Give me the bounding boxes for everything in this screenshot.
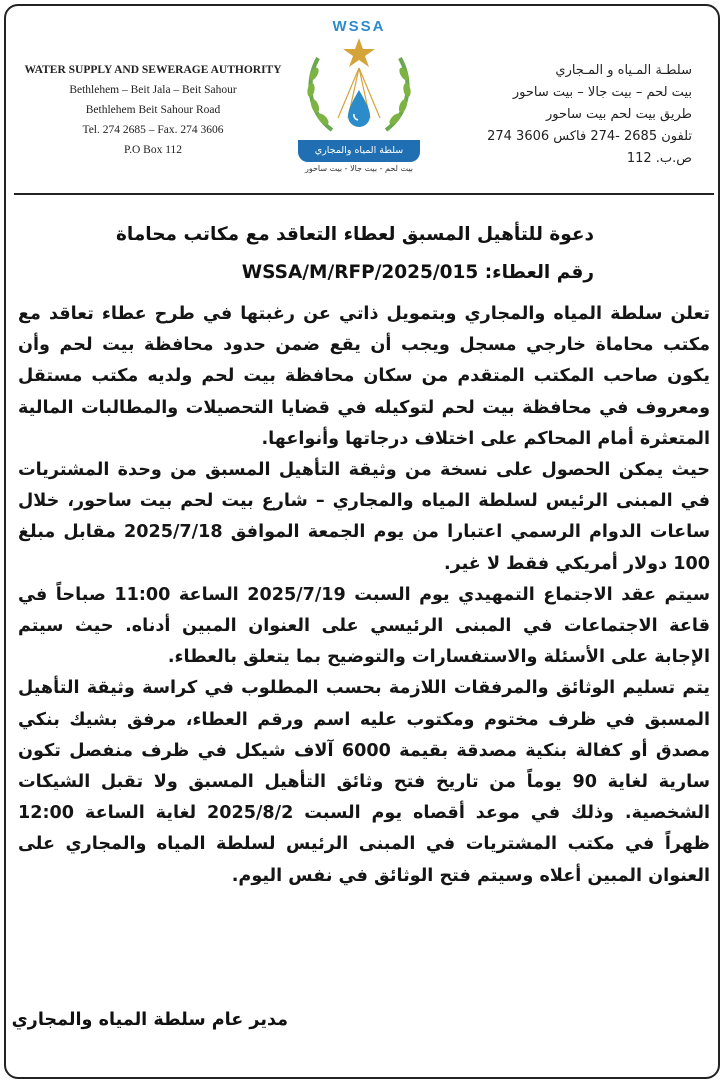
paragraph-announcement: تعلن سلطة المياه والمجاري وبتمويل ذاتي عن رغبتها في طرح عطاء تعاقد مع مكتب محاماة خارجي مسجل ويجب أن يقع ضمن حدود محافظة بيت لحم وأن يكون صاحب المكتب المتقدم من سكان محافظة بيت لحم ولديه مكتب مستقل ومعروف في محافظة بيت لحم لتوكيله في قضايا التحصيلات والمطالبات المالية المتعثرة أمام المحاكم على اختلاف درجاتها وأنواعها.	[18, 304, 710, 449]
tender-title: دعوة للتأهيل المسبق لعطاء التعاقد مع مكاتب محاماة	[115, 224, 594, 245]
po-box-ar: ص.ب. 112	[626, 151, 692, 166]
address-line-en: Bethlehem Beit Sahour Road	[85, 104, 221, 116]
address-line-en: Bethlehem – Beit Jala – Beit Sahour	[69, 84, 237, 96]
tender-number-line	[34, 254, 594, 292]
phone-fax-en: Tel. 274 2685 – Fax. 274 3606	[82, 124, 224, 136]
organization-name-ar: سلطـة المـياه و المـجاري	[555, 63, 692, 78]
logo-name: WSSA	[332, 18, 386, 35]
tender-number-code: WSSA/M/RFP/2025/015	[241, 262, 479, 283]
address-line-ar: بيت لحم – بيت جالا – بيت ساحور	[512, 85, 692, 100]
announcement-body	[18, 299, 710, 892]
paragraph-submission: يتم تسليم الوثائق والمرفقات اللازمة بحسب المطلوب في كراسة وثيقة التأهيل المسبق في ظرف مختوم ومكتوب عليه اسم ورقم العطاء، مرفق بشيك بنكي مصدق أو كفالة بنكية مصدقة بقيمة 6000 آلاف شيكل في ظرف منفصل تكون سارية لغاية 90 يوماً من تاريخ فتح وثائق التأهيل المسبق ولا تقبل الشيكات الشخصية. وذلك في موعد أقصاه يوم السبت 2025/8/2 لغاية الساعة 12:00 ظهراً في مكتب المشتريات في المبنى الرئيس لسلطة المياه والمجاري على العنوان المبين أعلاه وسيتم فتح الوثائق في نفس اليوم.	[18, 678, 710, 886]
tender-number-label: رقم العطاء:	[478, 262, 594, 283]
organization-name-en: WATER SUPPLY AND SEWERAGE AUTHORITY	[24, 64, 282, 76]
logo-sub-text: بيت لحم - بيت جالا - بيت ساحور	[304, 164, 413, 173]
phone-fax-ar: تلفون 2685 -274 فاكس 3606 274	[487, 129, 692, 144]
english-address-block	[22, 60, 284, 160]
logo-band-text: سلطة المياه والمجاري	[298, 140, 420, 162]
tender-title-block	[34, 216, 594, 292]
address-line-ar: طريق بيت لحم بيت ساحور	[545, 107, 692, 122]
signature: مدير عام سلطة المياه والمجاري	[11, 1010, 288, 1030]
po-box-en: P.O Box 112	[123, 144, 183, 156]
wssa-logo	[292, 18, 426, 176]
header-divider	[14, 193, 714, 195]
arabic-address-block	[442, 60, 692, 170]
paragraph-document-purchase: حيث يمكن الحصول على نسخة من وثيقة التأهيل المسبق من وحدة المشتريات في المبنى الرئيس لسلطة المياه والمجاري – شارع بيت لحم بيت ساحور، خلال ساعات الدوام الرسمي اعتبارا من يوم الجمعة الموافق 2025/7/18 مقابل مبلغ 100 دولار أمريكي فقط لا غير.	[18, 460, 710, 574]
paragraph-meeting: سيتم عقد الاجتماع التمهيدي يوم السبت 2025/7/19 الساعة 11:00 صباحاً في قاعة الاجتماعات في المبنى الرئيسي على العنوان المبين أدناه. حيث سيتم الإجابة على الأسئلة والاستفسارات والتوضيح بما يتعلق بالعطاء.	[18, 584, 710, 668]
logo-emblem-icon	[292, 18, 426, 142]
